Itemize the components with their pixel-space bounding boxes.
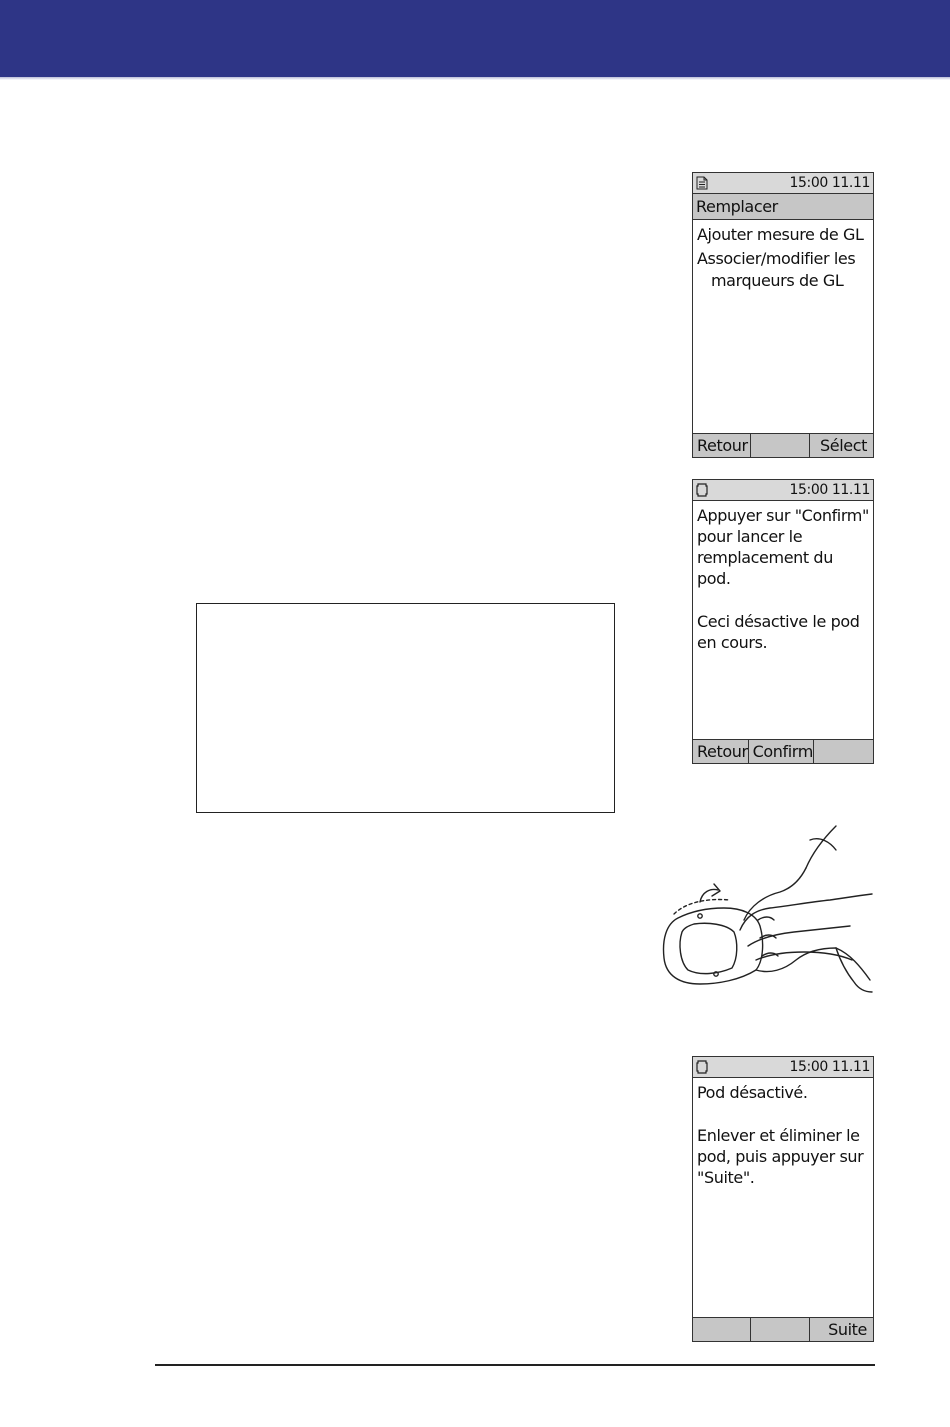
status-time: 15:00 11.11 [789,175,870,191]
softkey-left[interactable] [693,1318,750,1341]
softkey-back[interactable]: Retour [697,742,748,761]
softkey-select[interactable]: Sélect [809,434,873,457]
pdm-screen-pod-deactivated [692,1056,874,1342]
menu-item-tag-bg[interactable] [697,248,869,292]
pod-icon [696,483,708,497]
menu-item-tag-bg-line2: marqueurs de GL [711,271,844,290]
softkey-next[interactable]: Suite [809,1318,873,1341]
message-line-1: Pod désactivé. [697,1083,808,1102]
screen-title: Remplacer [693,194,873,220]
header-band [0,0,950,77]
document-icon [696,176,708,190]
softkey-back[interactable]: Retour [697,436,748,455]
note-box [196,603,615,813]
softkey-bar [693,1317,873,1341]
pdm-screen-replace-menu [692,172,874,458]
footer-rule [155,1364,875,1366]
menu-item-tag-bg-line1: Associer/modifier les [697,249,856,268]
softkey-middle[interactable] [750,434,808,457]
status-bar [693,173,873,194]
softkey-bar [693,433,873,457]
message-line-2: Enlever et éliminer le pod, puis appuyer sur "Suite". [697,1126,864,1187]
message-line-2: Ceci désactive le pod en cours. [697,612,860,652]
softkey-bar [693,739,873,763]
header-shadow [0,77,950,80]
softkey-confirm[interactable]: Confirm [748,740,813,763]
pod-icon [696,1060,708,1074]
pdm-screen-confirm-replace [692,479,874,764]
menu-item-add-bg[interactable]: Ajouter mesure de GL [697,225,864,244]
status-time: 15:00 11.11 [789,482,870,498]
softkey-right[interactable] [813,740,873,763]
softkey-middle[interactable] [750,1318,808,1341]
status-bar [693,480,873,501]
pod-removal-illustration [660,820,876,995]
status-bar [693,1057,873,1078]
status-time: 15:00 11.11 [789,1059,870,1075]
message-line-1: Appuyer sur "Confirm" pour lancer le remplacement du pod. [697,506,869,588]
